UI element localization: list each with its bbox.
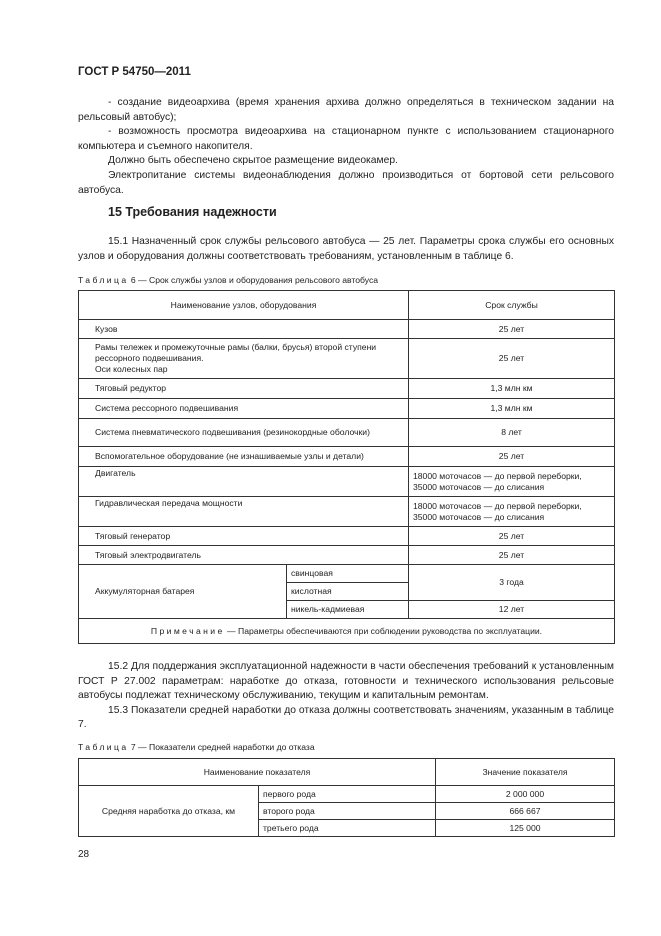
- note-label: Примечание: [150, 625, 225, 636]
- battery-type: свинцовая: [287, 565, 409, 583]
- row-value: [409, 467, 615, 497]
- paragraph-15-2: [78, 660, 614, 733]
- document-header: ГОСТ Р 54750—2011: [78, 66, 191, 78]
- row-name-line: Рамы тележек и промежуточные рамы (балки, брусья) второй ступени рессорного подвешивания.: [95, 342, 377, 363]
- table6-caption: [78, 275, 378, 285]
- row-value-line: 35000 моточасов — до слисания: [413, 481, 545, 492]
- table-row: [79, 786, 615, 803]
- indicator-value: 2 000 000: [436, 786, 615, 803]
- row-value: 8 лет: [409, 419, 615, 447]
- battery-name: Аккумуляторная батарея: [79, 565, 287, 619]
- failure-kind: второго рода: [259, 803, 436, 820]
- row-name: Двигатель: [79, 467, 409, 497]
- table-row: [79, 379, 615, 399]
- table-row: [79, 546, 615, 565]
- table-row: [79, 339, 615, 379]
- table6: [78, 290, 615, 644]
- table-header-row: [79, 291, 615, 320]
- table-note-row: [79, 619, 615, 644]
- table-header-row: [79, 759, 615, 786]
- row-name: Кузов: [79, 320, 409, 339]
- table-header-cell: Наименование узлов, оборудования: [79, 291, 409, 320]
- row-name: Система пневматического подвешивания (резинокордные оболочки): [79, 419, 409, 447]
- indicator-value: 125 000: [436, 820, 615, 837]
- paragraph-text: 15.2 Для поддержания эксплуатационной надежности в части обеспечения требований к установленным ГОСТ Р 27.002 параметрам: наработке до отказа, готовности и технического использования рельсовые автобусы подлежат техническому обслуживанию, текущим и капитальным ремонтам.: [78, 661, 614, 702]
- row-value: [409, 497, 615, 527]
- table-row: [79, 447, 615, 467]
- table-row: [79, 565, 615, 583]
- intro-paragraph: Электропитание системы видеонаблюдения должно производиться от бортовой сети рельсового автобуса.: [78, 169, 614, 196]
- section-title: 15 Требования надежности: [108, 205, 277, 219]
- row-value: 25 лет: [409, 546, 615, 565]
- table-row: [79, 419, 615, 447]
- table7-caption: [78, 742, 315, 752]
- row-name: Гидравлическая передача мощности: [79, 497, 409, 527]
- table-row: [79, 527, 615, 546]
- paragraph-text: 15.1 Назначенный срок службы рельсового автобуса — 25 лет. Параметры срока службы его основных узлов и оборудования должны соответствовать требованиям, установленным в таблице 6.: [78, 236, 614, 262]
- table6-caption-text: 6 — Срок службы узлов и оборудования рельсового автобуса: [130, 275, 379, 285]
- row-value: 1,3 млн км: [409, 379, 615, 399]
- row-value: 1,3 млн км: [409, 399, 615, 419]
- row-name: Тяговый генератор: [79, 527, 409, 546]
- battery-value: 3 года: [409, 565, 615, 601]
- battery-type: кислотная: [287, 583, 409, 601]
- row-value: 25 лет: [409, 320, 615, 339]
- note-text: — Параметры обеспечиваются при соблюдении руководства по эксплуатации.: [224, 625, 543, 636]
- row-name: Тяговый редуктор: [79, 379, 409, 399]
- battery-type: никель-кадмиевая: [287, 601, 409, 619]
- row-name: Вспомогательное оборудование (не изнашиваемые узлы и детали): [79, 447, 409, 467]
- table7: [78, 758, 615, 837]
- intro-text: [78, 96, 614, 198]
- battery-value: 12 лет: [409, 601, 615, 619]
- table-header-cell: Значение показателя: [436, 759, 615, 786]
- table7-caption-label: Таблица: [78, 742, 129, 752]
- indicator-name: Средняя наработка до отказа, км: [79, 786, 259, 837]
- intro-paragraph: Должно быть обеспечено скрытое размещение видеокамер.: [108, 155, 398, 167]
- page-number: 28: [78, 849, 90, 860]
- intro-paragraph: - создание видеоархива (время хранения архива должно определяться в техническом задании на рельсовый автобус);: [78, 97, 614, 123]
- intro-paragraph: - возможность просмотра видеоархива на стационарном пункте с использованием стационарного компьютера и съемного накопителя.: [78, 126, 614, 152]
- paragraph-15-1: [78, 235, 614, 264]
- table-row: [79, 467, 615, 497]
- row-value-line: 18000 моточасов — до первой переборки,: [413, 470, 582, 481]
- row-name: Система рессорного подвешивания: [79, 399, 409, 419]
- table-header-cell: Срок службы: [409, 291, 615, 320]
- table7-caption-text: 7 — Показатели средней наработки до отказа: [130, 742, 315, 752]
- table6-caption-label: Таблица: [78, 275, 129, 285]
- table-note: [79, 619, 615, 644]
- table-header-cell: Наименование показателя: [79, 759, 436, 786]
- row-name: [79, 339, 409, 379]
- indicator-value: 666 667: [436, 803, 615, 820]
- row-name-line: Оси колесных пар: [95, 364, 168, 374]
- row-value: 25 лет: [409, 339, 615, 379]
- row-name: Тяговый электродвигатель: [79, 546, 409, 565]
- failure-kind: первого рода: [259, 786, 436, 803]
- table-row: [79, 399, 615, 419]
- row-value-line: 18000 моточасов — до первой переборки,: [413, 500, 582, 511]
- row-value: 25 лет: [409, 527, 615, 546]
- table-row: [79, 497, 615, 527]
- table-row: [79, 320, 615, 339]
- row-value-line: 35000 моточасов — до слисания: [413, 511, 545, 522]
- failure-kind: третьего рода: [259, 820, 436, 837]
- paragraph-text: 15.3 Показатели средней наработки до отказа должны соответствовать значениям, указанным в таблице 7.: [78, 704, 614, 731]
- row-value: 25 лет: [409, 447, 615, 467]
